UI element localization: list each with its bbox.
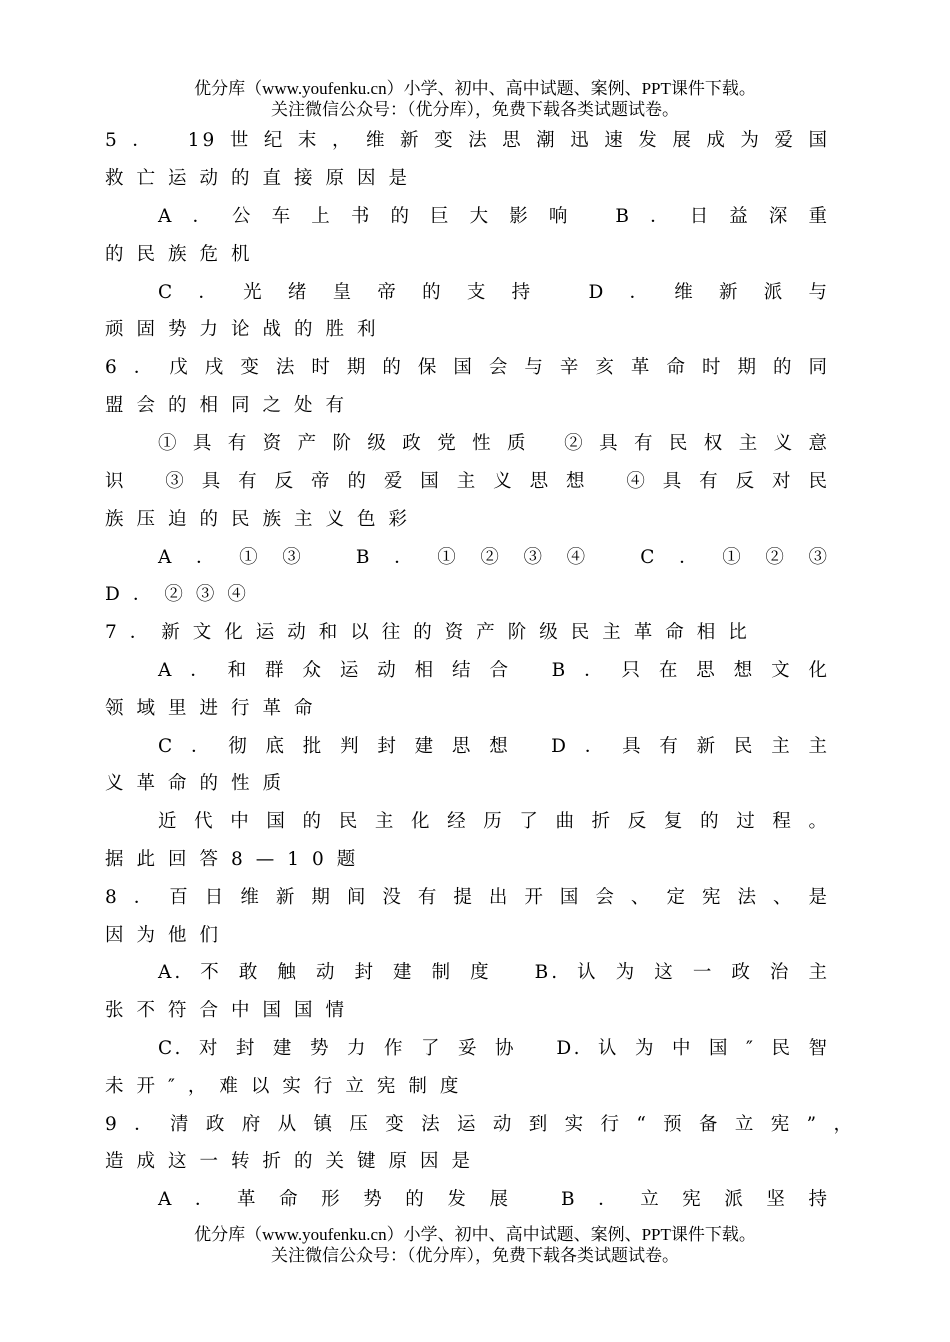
- q6-statements-line-2: 识 ③具有反帝的爱国主义思想 ④具有反对民: [105, 471, 830, 492]
- header-line-2: 关注微信公众号：（优分库），免费下载各类试题试卷。: [271, 100, 679, 119]
- q8-stem-line-2: 因为他们: [105, 925, 232, 946]
- q7-options-a-b: A．和群众运动相结合 B．只在思想文化: [158, 660, 830, 681]
- q8-option-d-cont: 未开″，难以实行立宪制度: [105, 1076, 472, 1097]
- section-intro-line-1: 近代中国的民主化经历了曲折反复的过程。: [158, 811, 830, 832]
- q8-stem-line-1: 8．百日维新期间没有提出开国会、定宪法、是: [105, 887, 830, 908]
- q8-options-a-b: A.不敢触动封建制度 B.认为这一政治主: [158, 962, 830, 983]
- q5-stem-line-1: 5． 19世纪末，维新变法思潮迅速发展成为爱国: [105, 130, 830, 151]
- q9-options-a-b: A．革命形势的发展 B．立宪派坚持: [158, 1189, 830, 1210]
- footer-line-1: 优分库（www.youfenku.cn）小学、初中、高中试题、案例、PPT课件下载。: [194, 1225, 756, 1244]
- q5-stem-line-2: 救亡运动的直接原因是: [105, 168, 421, 189]
- q5-option-d-cont: 顽固势力论战的胜利: [105, 319, 389, 340]
- q5-options-c-d: C．光绪皇帝的支持 D．维新派与: [158, 282, 830, 303]
- q9-stem-line-1: 9．清政府从镇压变法运动到实行“预备立宪”，: [105, 1114, 855, 1135]
- q6-option-d: D．②③④: [105, 584, 259, 605]
- q7-option-b-cont: 领域里进行革命: [105, 698, 326, 719]
- page-header-watermark: [0, 78, 950, 120]
- q7-options-c-d: C．彻底批判封建思想 D．具有新民主主: [158, 736, 830, 757]
- q7-option-d-cont: 义革命的性质: [105, 773, 295, 794]
- q6-stem-line-1: 6．戊戌变法时期的保国会与辛亥革命时期的同: [105, 357, 830, 378]
- footer-line-2: 关注微信公众号：（优分库），免费下载各类试题试卷。: [271, 1246, 679, 1265]
- q5-options-a-b: A．公车上书的巨大影响 B．日益深重: [158, 206, 830, 227]
- q8-option-b-cont: 张不符合中国国情: [105, 1000, 358, 1021]
- q6-options-a-b-c: A．①③ B．①②③④ C．①②③: [158, 547, 830, 568]
- q9-stem-line-2: 造成这一转折的关键原因是: [105, 1151, 484, 1172]
- q6-stem-line-2: 盟会的相同之处有: [105, 395, 358, 416]
- page-footer-watermark: [0, 1224, 950, 1266]
- q8-options-c-d: C.对封建势力作了妥协 D.认为中国″民智: [158, 1038, 830, 1059]
- q5-option-b-cont: 的民族危机: [105, 244, 263, 265]
- q6-statements-line-3: 族压迫的民族主义色彩: [105, 509, 421, 530]
- header-line-1: 优分库（www.youfenku.cn）小学、初中、高中试题、案例、PPT课件下载。: [194, 79, 756, 98]
- q7-stem: 7．新文化运动和以往的资产阶级民主革命相比: [105, 622, 760, 643]
- q6-statements-line-1: ①具有资产阶级政党性质 ②具有民权主义意: [158, 433, 830, 454]
- section-intro-line-2: 据此回答8—10题: [105, 849, 369, 870]
